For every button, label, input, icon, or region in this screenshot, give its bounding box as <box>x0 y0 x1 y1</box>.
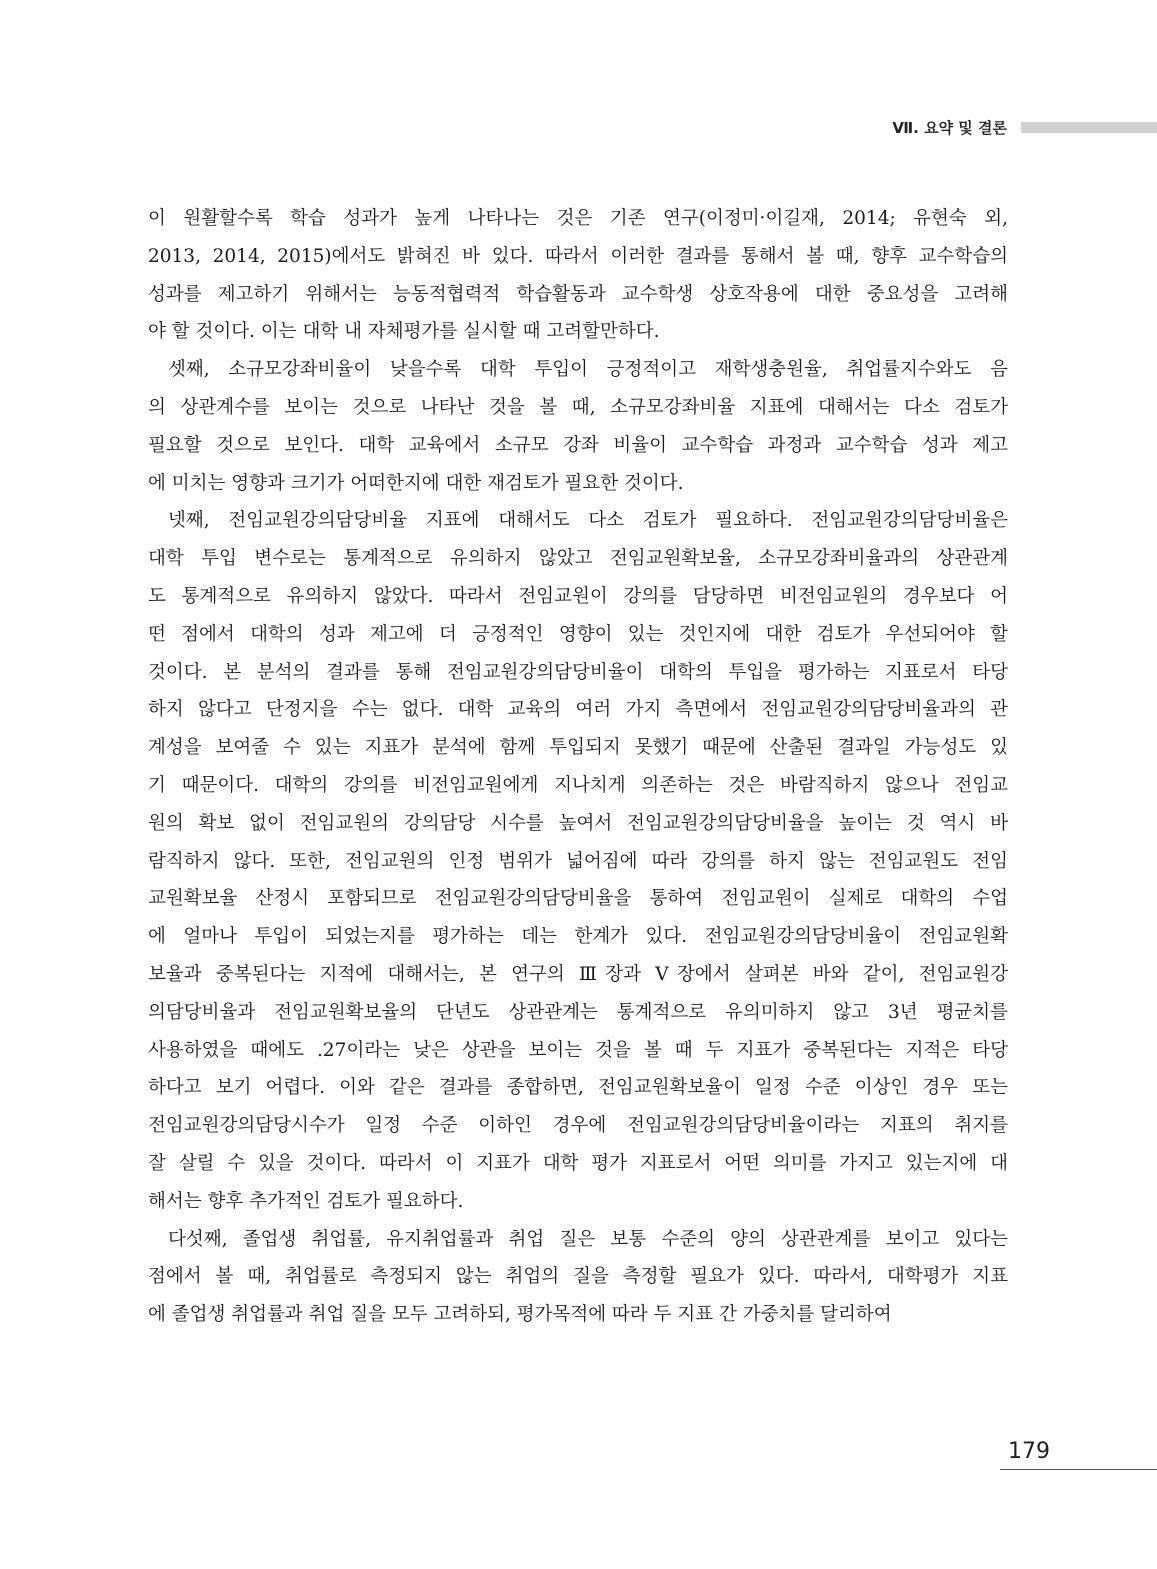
running-header <box>0 117 1157 141</box>
paragraph-line: 야 할 것이다. 이는 대학 내 자체평가를 실시할 때 고려할만하다. <box>148 321 660 343</box>
page-number: 179 <box>1008 1439 1050 1464</box>
paragraph-line: 원의 확보 없이 전임교원의 강의담당 시수를 높여서 전임교원강의담당비율을 높이는 것 역시 바 <box>148 812 1008 834</box>
paragraph-line: 성과를 제고하기 위해서는 능동적협력적 학습활동과 교수학생 상호작용에 대한 중요성을 고려해 <box>148 283 1008 305</box>
footer-rule <box>1000 1469 1157 1470</box>
paragraph-line: 도 통계적으로 유의하지 않았다. 따라서 전임교원이 강의를 담당하면 비전임교원의 경우보다 어 <box>148 585 1008 607</box>
paragraph-line: 잘 살릴 수 있을 것이다. 따라서 이 지표가 대학 평가 지표로서 어떤 의미를 가지고 있는지에 대 <box>148 1152 1008 1174</box>
paragraph-line: 다섯째, 졸업생 취업률, 유지취업률과 취업 질은 보통 수준의 양의 상관관계를 보이고 있다는 <box>168 1228 1008 1250</box>
paragraph-line: 에 미치는 영향과 크기가 어떠한지에 대한 재검토가 필요한 것이다. <box>148 472 684 494</box>
paragraph-line: 전임교원강의담당시수가 일정 수준 이하인 경우에 전임교원강의담당비율이라는 지표의 취지를 <box>148 1115 1008 1137</box>
paragraph-line: 람직하지 않다. 또한, 전임교원의 인정 범위가 넓어짐에 따라 강의를 하지 않는 전임교원도 전임 <box>148 850 1008 872</box>
paragraph-line: 계성을 보여줄 수 있는 지표가 분석에 함께 투입되지 못했기 때문에 산출된 결과일 가능성도 있 <box>148 737 1008 759</box>
paragraph-line: 것이다. 본 분석의 결과를 통해 전임교원강의담당비율이 대학의 투입을 평가하는 지표로서 타당 <box>148 661 1008 683</box>
chapter-title: Ⅶ. 요약 및 결론 <box>892 119 1007 137</box>
paragraph-line: 의담당비율과 전임교원확보율의 단년도 상관관계는 통계적으로 유의미하지 않고 3년 평균치를 <box>148 1001 1008 1023</box>
paragraph-line: 하다고 보기 어렵다. 이와 같은 결과를 종합하면, 전임교원확보율이 일정 수준 이상인 경우 또는 <box>148 1077 1008 1099</box>
paragraph-line: 교원확보율 산정시 포함되므로 전임교원강의담당비율을 통하여 전임교원이 실제로 대학의 수업 <box>148 888 1008 910</box>
paragraph-line: 하지 않다고 단정지을 수는 없다. 대학 교육의 여러 가지 측면에서 전임교원강의담당비율과의 관 <box>148 699 1008 721</box>
paragraph-line: 떤 점에서 대학의 성과 제고에 더 긍정적인 영향이 있는 것인지에 대한 검토가 우선되어야 할 <box>148 623 1008 645</box>
paragraph-line: 해서는 향후 추가적인 검토가 필요하다. <box>148 1190 464 1212</box>
paragraph-line: 에 얼마나 투입이 되었는지를 평가하는 데는 한계가 있다. 전임교원강의담당비율이 전임교원확 <box>148 926 1008 948</box>
paragraph-line: 에 졸업생 취업률과 취업 질을 모두 고려하되, 평가목적에 따라 두 지표 간 가중치를 달리하여 <box>148 1304 892 1326</box>
paragraph-line: 넷째, 전임교원강의담당비율 지표에 대해서도 다소 검토가 필요하다. 전임교원강의담당비율은 <box>168 510 1008 532</box>
paragraph-line: 이 원활할수록 학습 성과가 높게 나타나는 것은 기존 연구(이정미·이길재, 2014; 유현숙 외, <box>148 208 1008 229</box>
paragraph-line: 보율과 중복된다는 지적에 대해서는, 본 연구의 Ⅲ장과 Ⅴ장에서 살펴본 바와 같이, 전임교원강 <box>148 963 1008 985</box>
paragraph-line: 의 상관계수를 보이는 것으로 나타난 것을 볼 때, 소규모강좌비율 지표에 대해서는 다소 검토가 <box>148 396 1008 418</box>
header-bar <box>1021 122 1157 133</box>
page-footer <box>1000 1437 1157 1470</box>
body-text <box>148 200 1008 1334</box>
paragraph-line: 기 때문이다. 대학의 강의를 비전임교원에게 지나치게 의존하는 것은 바람직하지 않으나 전임교 <box>148 774 1008 796</box>
paragraph-line: 셋째, 소규모강좌비율이 낮을수록 대학 투입이 긍정적이고 재학생충원율, 취업률지수와도 음 <box>168 359 1008 381</box>
paragraph-line: 사용하였을 때에도 .27이라는 낮은 상관을 보이는 것을 볼 때 두 지표가 중복된다는 지적은 타당 <box>148 1039 1008 1061</box>
paragraph-line: 대학 투입 변수로는 통계적으로 유의하지 않았고 전임교원확보율, 소규모강좌비율과의 상관관계 <box>148 548 1008 570</box>
paragraph-line: 필요할 것으로 보인다. 대학 교육에서 소규모 강좌 비율이 교수학습 과정과 교수학습 성과 제고 <box>148 434 1008 456</box>
paragraph-line: 점에서 볼 때, 취업률로 측정되지 않는 취업의 질을 측정할 필요가 있다. 따라서, 대학평가 지표 <box>148 1266 1008 1288</box>
paragraph-line: 2013, 2014, 2015)에서도 밝혀진 바 있다. 따라서 이러한 결과를 통해서 볼 때, 향후 교수학습의 <box>148 245 1008 267</box>
